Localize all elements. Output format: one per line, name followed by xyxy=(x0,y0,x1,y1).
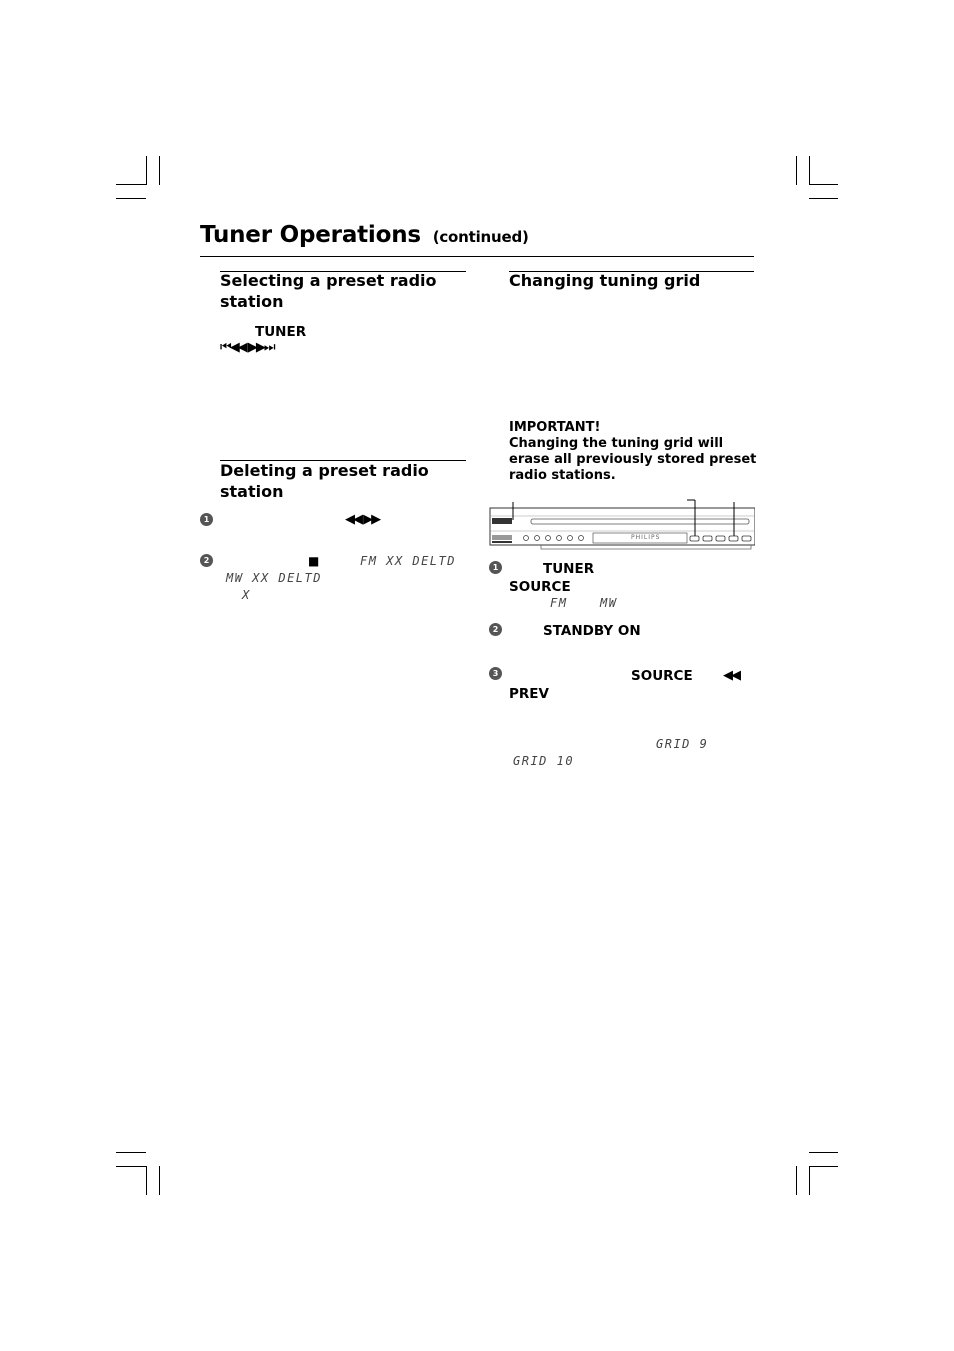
crop-mark xyxy=(809,156,810,185)
crop-mark xyxy=(809,198,838,199)
page-title-text: Tuner Operations xyxy=(200,222,421,248)
prev-next-icon: ◀◀ ▶▶ xyxy=(345,512,380,527)
crop-mark xyxy=(809,184,838,185)
source-key-label: SOURCE xyxy=(631,668,693,684)
device-illustration xyxy=(489,498,755,550)
prev-icon xyxy=(723,668,739,683)
lcd-fm-deleted: FM XX DELTD xyxy=(360,554,456,568)
crop-mark xyxy=(809,1166,838,1167)
section-title-selecting-preset: Selecting a preset radio station xyxy=(220,271,437,311)
crop-mark xyxy=(159,1166,160,1195)
device-brand: PHILIPS xyxy=(631,534,661,541)
lcd-grid-10: GRID 10 xyxy=(513,754,575,768)
section-title-tuning-grid: Changing tuning grid xyxy=(509,271,701,290)
crop-mark xyxy=(809,1152,838,1153)
lcd-mw: MW xyxy=(600,596,618,610)
prev-icon-glyph: ◀◀ xyxy=(723,668,739,683)
tuner-key-label: TUNER xyxy=(255,324,307,340)
page-title xyxy=(200,222,529,248)
lcd-mw-deleted: MW XX DELTD xyxy=(226,571,322,585)
source-key-label: SOURCE xyxy=(509,579,571,595)
crop-mark xyxy=(796,156,797,185)
important-title: IMPORTANT! xyxy=(509,420,601,435)
stop-icon: ■ xyxy=(308,554,318,568)
step-number-1: 1 xyxy=(200,513,213,526)
prev-key-label: PREV xyxy=(509,686,549,702)
step-number-1: 1 xyxy=(489,561,502,574)
crop-mark xyxy=(809,1166,810,1195)
crop-mark xyxy=(146,156,147,185)
tuner-key-label: TUNER xyxy=(543,561,595,577)
crop-mark xyxy=(796,1166,797,1195)
section-title-deleting-preset: Deleting a preset radio station xyxy=(220,461,429,501)
page-title-continued: (continued) xyxy=(432,228,529,246)
crop-mark xyxy=(116,1166,146,1167)
lcd-fm: FM xyxy=(550,596,568,610)
title-divider xyxy=(200,256,754,257)
prev-next-icon: ⏮◀◀ ▶▶⏭ xyxy=(220,340,274,355)
lcd-grid-9: GRID 9 xyxy=(656,737,709,751)
important-text: Changing the tuning grid will erase all previously stored preset radio stations. xyxy=(509,436,757,483)
standby-on-key-label: STANDBY ON xyxy=(543,623,641,639)
device-front-panel xyxy=(489,498,755,550)
crop-mark xyxy=(146,1166,147,1195)
step-number-2: 2 xyxy=(489,623,502,636)
crop-mark xyxy=(116,198,146,199)
crop-mark xyxy=(159,156,160,185)
lcd-x: X xyxy=(242,588,251,602)
step-number-2: 2 xyxy=(200,554,213,567)
crop-mark xyxy=(116,1152,146,1153)
step-number-3: 3 xyxy=(489,667,502,680)
crop-mark xyxy=(116,184,146,185)
important-note xyxy=(509,420,759,484)
